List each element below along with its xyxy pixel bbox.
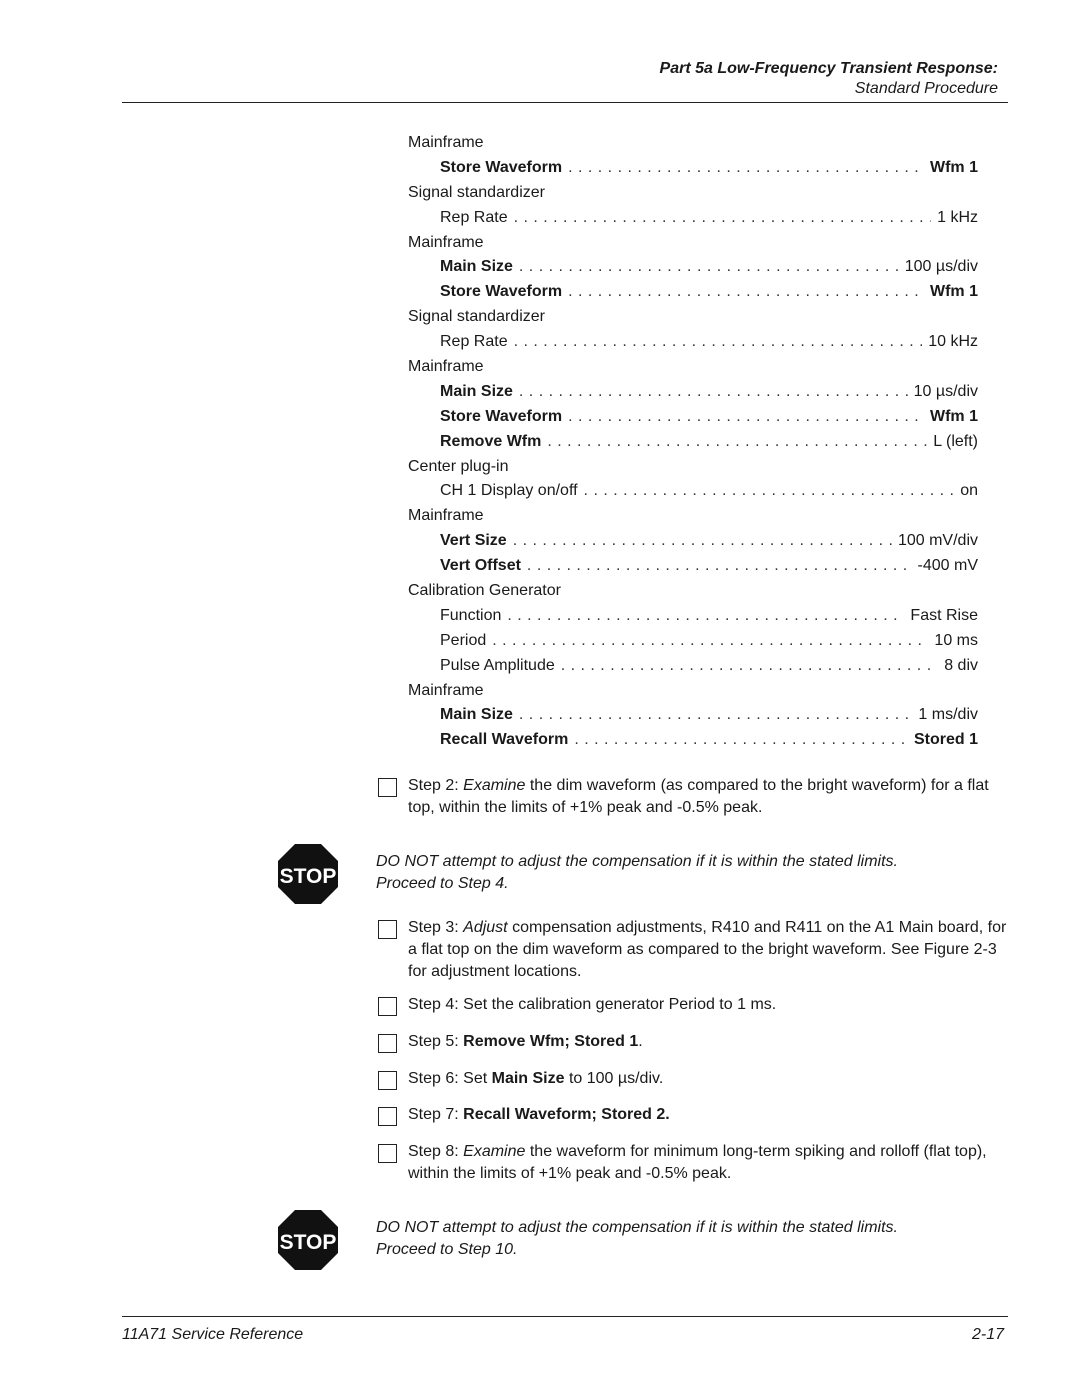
step-checkbox[interactable] — [378, 1034, 397, 1053]
dot-leader — [519, 255, 899, 280]
settings-group-heading — [408, 579, 978, 604]
setting-value: L (left) — [933, 432, 978, 450]
section-subtitle: Standard Procedure — [854, 80, 998, 97]
step-text-segment: Step 2: — [408, 777, 464, 794]
dot-leader — [507, 604, 904, 629]
setting-row — [408, 604, 978, 629]
setting-label: Vert Size — [440, 532, 507, 550]
setting-label: Center plug-in — [408, 457, 509, 475]
setting-row — [408, 280, 978, 305]
step-text-segment: the waveform for minimum long-term spiking and rolloff (flat top), within the limits of +1% peak and -0.5% peak. — [408, 1143, 987, 1182]
stop-icon — [276, 842, 340, 906]
setting-row — [408, 479, 978, 504]
step-text-segment: Step 4: Set the calibration generator Period to 1 ms. — [408, 996, 777, 1013]
setting-row — [408, 529, 978, 554]
setting-value: 8 div — [944, 656, 978, 674]
setting-label: Mainframe — [408, 507, 484, 525]
step-checkbox[interactable] — [378, 1107, 397, 1126]
setting-label: Main Size — [440, 706, 513, 724]
setting-row — [408, 255, 978, 280]
step-text-segment: Step 5: — [408, 1033, 464, 1050]
setting-value: 1 kHz — [937, 208, 978, 226]
setting-value: 1 ms/div — [918, 706, 978, 724]
setting-value: 10 ms — [934, 631, 978, 649]
step-checkbox[interactable] — [378, 778, 397, 797]
footer-rule — [122, 1316, 1008, 1317]
procedure-step — [378, 917, 1010, 983]
setting-row — [408, 206, 978, 231]
setting-label: Rep Rate — [440, 333, 508, 351]
dot-leader — [561, 654, 938, 679]
setting-value: 100 mV/div — [897, 532, 978, 550]
setting-value: Fast Rise — [910, 606, 978, 624]
setting-row — [408, 728, 978, 753]
header-rule — [122, 102, 1008, 103]
step-text-segment: Main Size — [491, 1070, 565, 1087]
procedure-step — [378, 1068, 1010, 1090]
procedure-step — [378, 1031, 1010, 1053]
setting-value: Wfm 1 — [930, 283, 978, 301]
step-text — [408, 1031, 1010, 1053]
setting-value: 100 µs/div — [904, 258, 978, 276]
settings-group-heading — [408, 355, 978, 380]
setting-row — [408, 330, 978, 355]
step-text-segment: Examine — [463, 777, 526, 794]
setting-row — [408, 629, 978, 654]
step-text-segment: Step 3: — [408, 919, 464, 936]
setting-row — [408, 654, 978, 679]
procedure-step — [378, 775, 1010, 819]
dot-leader — [513, 529, 892, 554]
procedure-step — [378, 994, 1010, 1016]
stop-icon — [276, 1208, 340, 1272]
svg-text:STOP: STOP — [279, 865, 337, 888]
setting-label: Main Size — [440, 258, 513, 276]
setting-label: Calibration Generator — [408, 582, 561, 600]
svg-text:STOP: STOP — [279, 1231, 337, 1254]
step-text-segment: Remove Wfm; Stored 1 — [463, 1033, 639, 1050]
step-text — [408, 1068, 1010, 1090]
dot-leader — [514, 206, 932, 231]
step-text-segment: Adjust — [463, 919, 508, 936]
step-text — [408, 917, 1010, 983]
setting-label: Signal standardizer — [408, 308, 545, 326]
step-text — [408, 994, 1010, 1016]
setting-value: 10 µs/div — [913, 382, 978, 400]
dot-leader — [574, 728, 908, 753]
dot-leader — [568, 405, 924, 430]
setting-label: Pulse Amplitude — [440, 656, 555, 674]
dot-leader — [519, 703, 913, 728]
setting-row — [408, 430, 978, 455]
settings-group-heading — [408, 455, 978, 480]
dot-leader — [514, 330, 923, 355]
step-checkbox[interactable] — [378, 997, 397, 1016]
caution-note: DO NOT attempt to adjust the compensation if it is within the stated limits. Proceed to Step 10. — [376, 1219, 898, 1258]
procedure-step — [378, 1104, 1010, 1126]
setting-label: Store Waveform — [440, 283, 563, 301]
setting-label: Store Waveform — [440, 407, 563, 425]
setting-label: Recall Waveform — [440, 731, 569, 749]
setting-value: -400 mV — [917, 557, 978, 575]
step-text-segment: Examine — [463, 1143, 526, 1160]
step-text — [408, 1141, 1010, 1185]
setting-label: Function — [440, 606, 502, 624]
dot-leader — [527, 554, 912, 579]
step-checkbox[interactable] — [378, 1071, 397, 1090]
step-text-segment: . — [638, 1033, 643, 1050]
settings-group-heading — [408, 231, 978, 256]
setting-value: Wfm 1 — [930, 158, 978, 176]
section-title: Part 5a Low-Frequency Transient Response: — [659, 60, 998, 77]
dot-leader — [492, 629, 928, 654]
step-text-segment: Step 7: — [408, 1106, 464, 1123]
caution-note: DO NOT attempt to adjust the compensation if it is within the stated limits. Proceed to Step 4. — [376, 853, 898, 892]
settings-list — [408, 131, 978, 753]
step-checkbox[interactable] — [378, 920, 397, 939]
page-number: 2-17 — [971, 1326, 1004, 1343]
setting-label: Vert Offset — [440, 557, 521, 575]
setting-value: Stored 1 — [913, 731, 978, 749]
setting-row — [408, 405, 978, 430]
setting-row — [408, 703, 978, 728]
step-text-segment: the dim waveform (as compared to the bright waveform) for a flat top, within the limits of +1% peak and -0.5% peak. — [408, 777, 989, 816]
dot-leader — [568, 156, 924, 181]
setting-row — [408, 554, 978, 579]
setting-value: Wfm 1 — [930, 407, 978, 425]
step-text — [408, 775, 1010, 819]
step-text-segment: Step 8: — [408, 1143, 464, 1160]
dot-leader — [584, 479, 955, 504]
footer-manual-title: 11A71 Service Reference — [122, 1326, 304, 1343]
procedure-step — [378, 1141, 1010, 1185]
setting-label: Period — [440, 631, 487, 649]
step-text — [408, 1104, 1010, 1126]
setting-label: Main Size — [440, 382, 513, 400]
step-text-segment: Recall Waveform; Stored 2. — [463, 1106, 670, 1123]
setting-label: Mainframe — [408, 134, 484, 151]
setting-label: Remove Wfm — [440, 432, 542, 450]
setting-label: Mainframe — [408, 358, 484, 376]
settings-group-heading — [408, 679, 978, 704]
setting-row — [408, 380, 978, 405]
settings-group-heading — [408, 305, 978, 330]
setting-label: Mainframe — [408, 681, 484, 699]
step-checkbox[interactable] — [378, 1144, 397, 1163]
dot-leader — [568, 280, 924, 305]
setting-value: on — [960, 482, 978, 500]
settings-group-heading — [408, 181, 978, 206]
settings-group-heading — [408, 131, 978, 156]
setting-label: Store Waveform — [440, 158, 563, 176]
dot-leader — [547, 430, 927, 455]
step-text-segment: to 100 µs/div. — [564, 1070, 664, 1087]
step-text-segment: Step 6: Set — [408, 1070, 492, 1087]
setting-row — [408, 156, 978, 181]
setting-label: CH 1 Display on/off — [440, 482, 578, 500]
setting-label: Signal standardizer — [408, 183, 545, 201]
setting-value: 10 kHz — [928, 333, 978, 351]
setting-label: Mainframe — [408, 233, 484, 251]
setting-label: Rep Rate — [440, 208, 508, 226]
settings-group-heading — [408, 504, 978, 529]
dot-leader — [519, 380, 908, 405]
step-text-segment: compensation adjustments, R410 and R411 on the A1 Main board, for a flat top on the dim waveform as compared to the bright waveform. See Figure 2-3 for adjustment locations. — [408, 919, 1007, 980]
